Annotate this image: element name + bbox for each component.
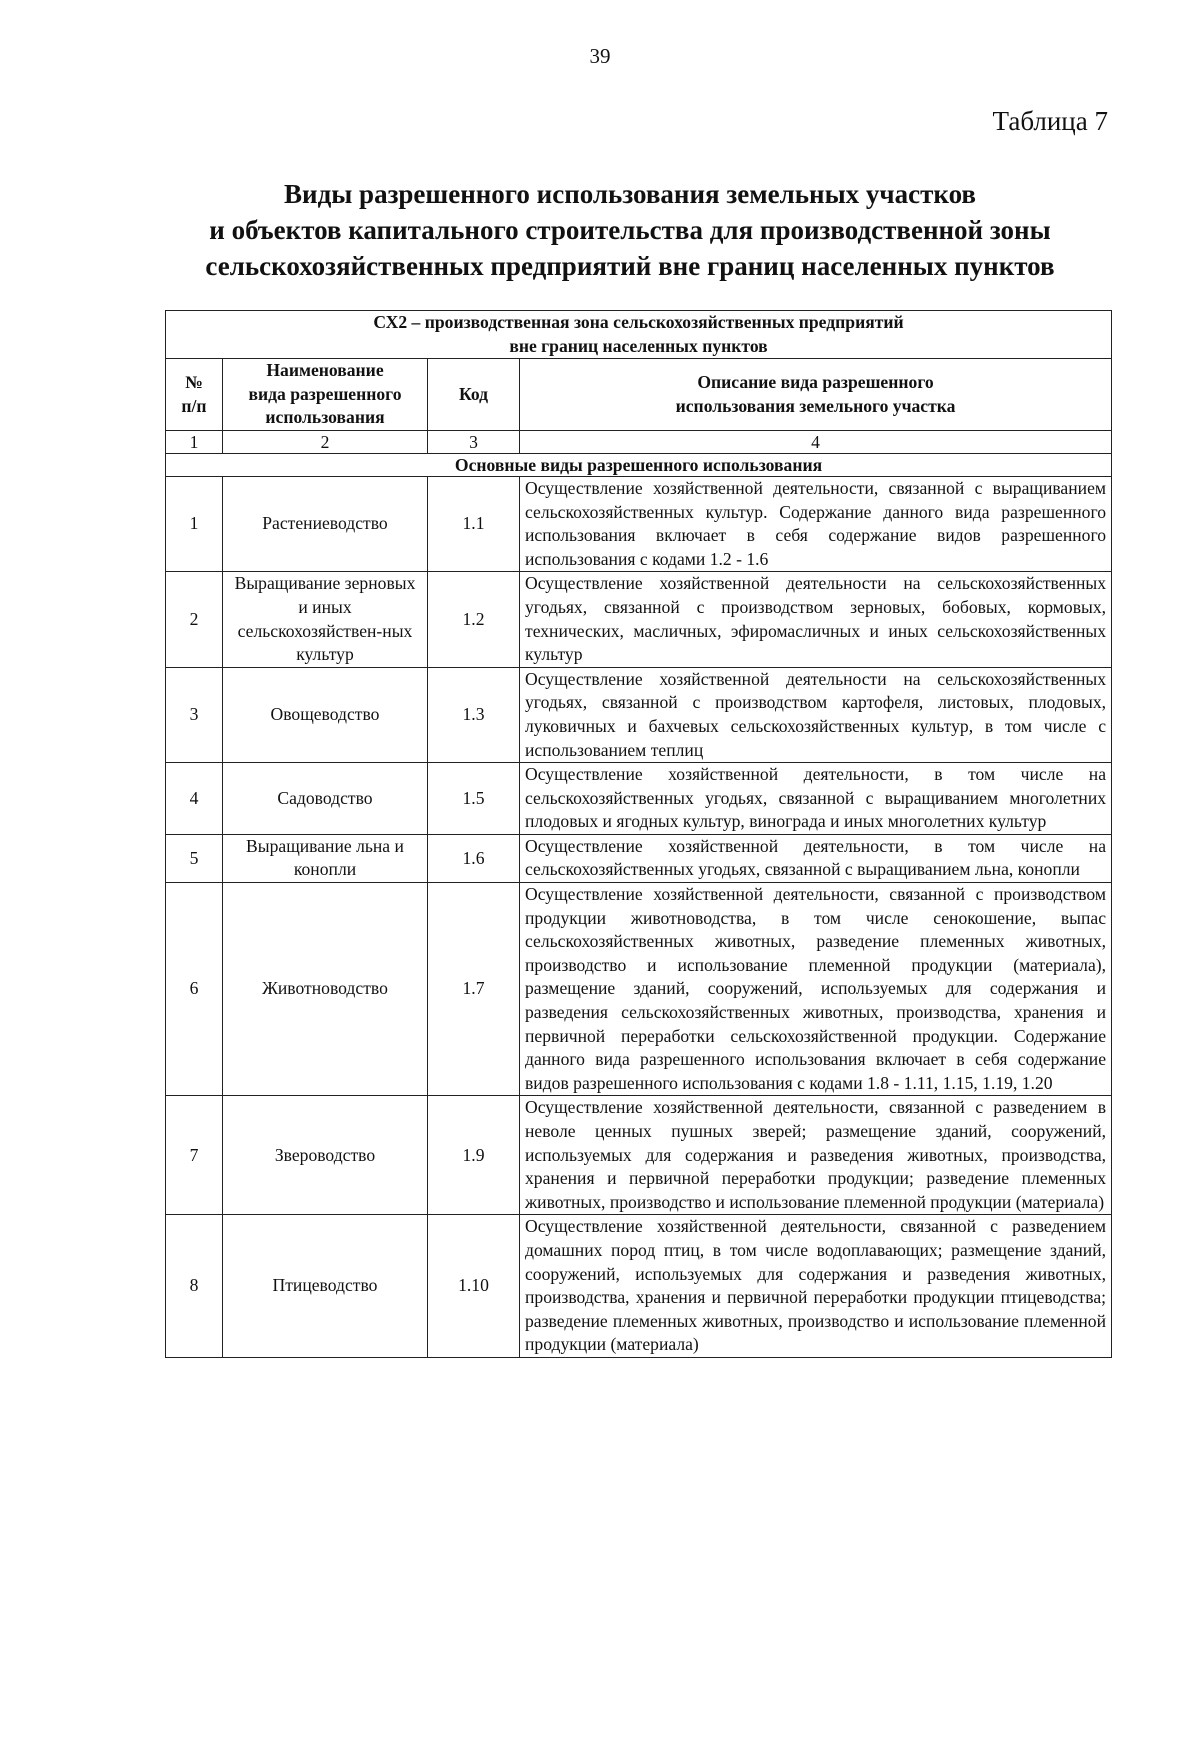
column-number: 2	[223, 430, 428, 453]
row-name: Птицеводство	[223, 1215, 428, 1358]
table-label: Таблица 7	[992, 106, 1108, 136]
column-number-row	[166, 430, 1112, 453]
row-name: Выращивание зерновых и иных сельскохозяйствен-ных культур	[223, 572, 428, 667]
row-number: 7	[166, 1096, 223, 1215]
row-code: 1.1	[428, 476, 520, 571]
title-line: сельскохозяйственных предприятий вне границ населенных пунктов	[205, 251, 1055, 281]
row-code: 1.7	[428, 883, 520, 1096]
row-code: 1.10	[428, 1215, 520, 1358]
table-row	[166, 1215, 1112, 1358]
table-row	[166, 1096, 1112, 1215]
row-number: 6	[166, 883, 223, 1096]
row-name: Звероводство	[223, 1096, 428, 1215]
row-number: 4	[166, 763, 223, 835]
row-name: Выращивание льна и конопли	[223, 834, 428, 882]
row-description: Осуществление хозяйственной деятельности, связанной с разведением домашних пород птиц, в том числе водоплавающих; размещение зданий, сооружений, используемых для содержания и разведения животных, производства, хранения и первичной переработки продукции птицеводства; разведение племенных животных, производство и использование племенной продукции (материала)	[520, 1215, 1112, 1358]
row-description: Осуществление хозяйственной деятельности, в том числе на сельскохозяйственных угодьях, связанной с выращиванием льна, конопли	[520, 834, 1112, 882]
land-use-table	[165, 310, 1112, 1358]
section-row	[166, 453, 1112, 476]
column-number: 1	[166, 430, 223, 453]
table-row	[166, 883, 1112, 1096]
row-number: 1	[166, 476, 223, 571]
row-number: 2	[166, 572, 223, 667]
header-num: № п/п	[166, 359, 223, 431]
table-row	[166, 667, 1112, 762]
column-number: 3	[428, 430, 520, 453]
row-number: 8	[166, 1215, 223, 1358]
table-row	[166, 763, 1112, 835]
zone-header-cell	[166, 311, 1112, 359]
column-number: 4	[520, 430, 1112, 453]
row-description: Осуществление хозяйственной деятельности на сельскохозяйственных угодьях, связанной с производством зерновых, бобовых, кормовых, технических, масличных, эфиромасличных и иных сельскохозяйственных культур	[520, 572, 1112, 667]
row-number: 3	[166, 667, 223, 762]
row-name: Овощеводство	[223, 667, 428, 762]
document-title	[150, 176, 1110, 284]
row-description: Осуществление хозяйственной деятельности, связанной с разведением в неволе ценных пушных зверей; размещение зданий, сооружений, используемых для содержания и разведения животных, производства, хранения и первичной переработки продукции; разведение племенных животных, производство и использование племенной продукции (материала)	[520, 1096, 1112, 1215]
header-code: Код	[428, 359, 520, 431]
zone-title-line1: СХ2 – производственная зона сельскохозяйственных предприятий	[373, 312, 904, 332]
row-description: Осуществление хозяйственной деятельности, в том числе на сельскохозяйственных угодьях, связанной с выращиванием многолетних плодовых и ягодных культур, винограда и иных многолетних культур	[520, 763, 1112, 835]
table-row	[166, 572, 1112, 667]
row-code: 1.5	[428, 763, 520, 835]
zone-title-line2: вне границ населенных пунктов	[509, 335, 768, 356]
row-name: Растениеводство	[223, 476, 428, 571]
row-description: Осуществление хозяйственной деятельности на сельскохозяйственных угодьях, связанной с производством картофеля, листовых, плодовых, луковичных и бахчевых сельскохозяйственных культур, в том числе с использованием теплиц	[520, 667, 1112, 762]
title-line: и объектов капитального строительства для производственной зоны	[209, 215, 1051, 245]
row-description: Осуществление хозяйственной деятельности, связанной с выращиванием сельскохозяйственных культур. Содержание данного вида разрешенного использования включает в себя содержание видов разрешенного использования с кодами 1.2 - 1.6	[520, 476, 1112, 571]
row-name: Животноводство	[223, 883, 428, 1096]
title-line: Виды разрешенного использования земельных участков	[284, 179, 976, 209]
table-row	[166, 834, 1112, 882]
section-title: Основные виды разрешенного использования	[166, 453, 1112, 476]
row-code: 1.3	[428, 667, 520, 762]
row-number: 5	[166, 834, 223, 882]
row-name: Садоводство	[223, 763, 428, 835]
table-row	[166, 476, 1112, 571]
row-code: 1.2	[428, 572, 520, 667]
row-description: Осуществление хозяйственной деятельности, связанной с производством продукции животноводства, в том числе сенокошение, выпас сельскохозяйственных животных, разведение племенных животных, производство и использование племенной продукции (материала), размещение зданий, сооружений, используемых для содержания и разведения сельскохозяйственных животных, производства, хранения и первичной переработки сельскохозяйственной продукции. Содержание данного вида разрешенного использования включает в себя содержание видов разрешенного использования с кодами 1.8 - 1.11, 1.15, 1.19, 1.20	[520, 883, 1112, 1096]
header-name: Наименование вида разрешенного использования	[223, 359, 428, 431]
zone-header-row	[166, 311, 1112, 359]
row-code: 1.6	[428, 834, 520, 882]
column-header-row	[166, 359, 1112, 431]
page-number: 39	[589, 44, 611, 68]
header-description: Описание вида разрешенного использования земельного участка	[520, 359, 1112, 431]
row-code: 1.9	[428, 1096, 520, 1215]
